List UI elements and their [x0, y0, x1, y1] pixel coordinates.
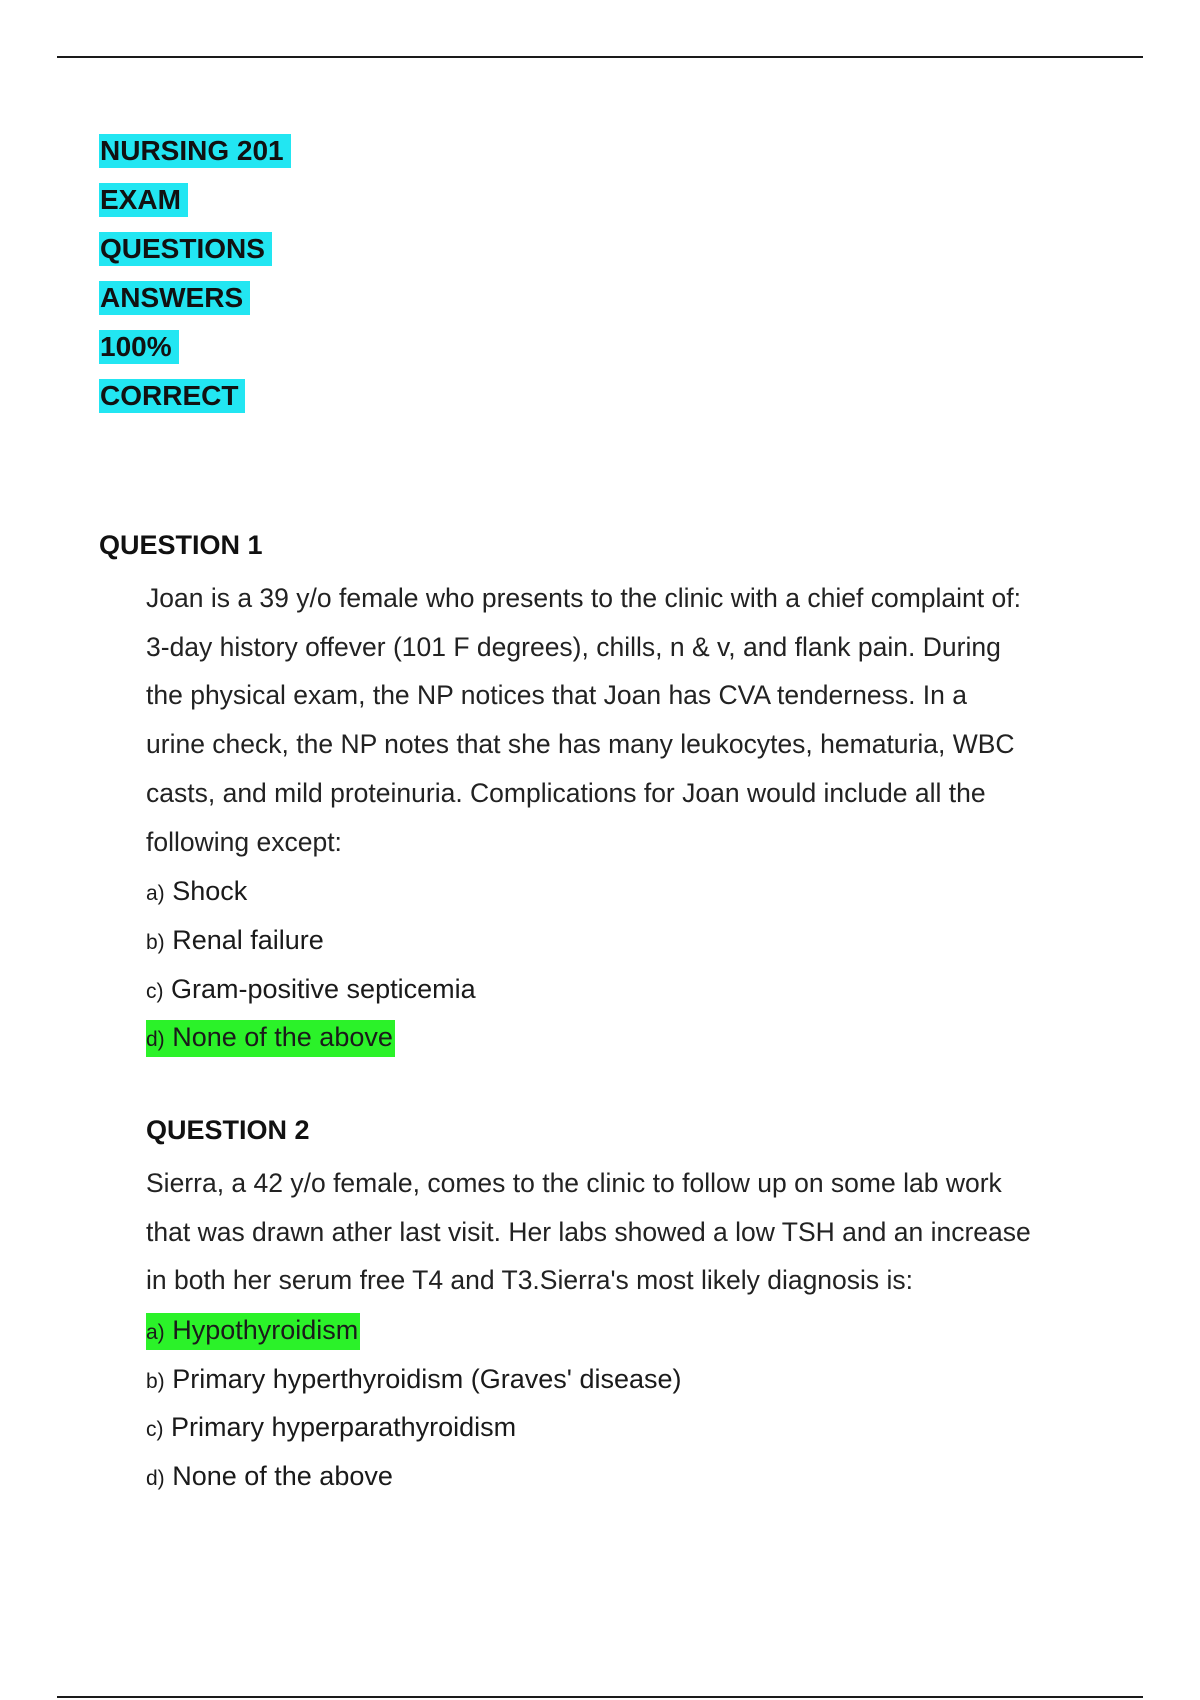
question-text — [146, 574, 1146, 866]
option-letter: a) — [146, 882, 165, 906]
answer-option — [146, 966, 1146, 1015]
option-letter: a) — [146, 1321, 165, 1345]
title-line: ANSWERS — [99, 281, 291, 330]
answer-option — [146, 1356, 1146, 1405]
answer-option — [146, 1453, 1146, 1502]
title-line: EXAM — [99, 183, 291, 232]
question-text-line: that was drawn ather last visit. Her labs showed a low TSH and an increase — [146, 1216, 1031, 1247]
answer-option — [146, 1404, 1146, 1453]
question-text-line: 3-day history offever (101 F degrees), chills, n & v, and flank pain. During — [146, 631, 1001, 662]
top-rule — [57, 56, 1143, 58]
title-line: NURSING 201 — [99, 134, 291, 183]
option-text: Shock — [172, 876, 248, 907]
title-line: CORRECT — [99, 379, 291, 428]
question-1 — [99, 528, 1146, 1063]
option-letter: c) — [146, 1418, 164, 1442]
title-line: 100% — [99, 330, 291, 379]
answer-option — [146, 868, 1146, 917]
option-text: Renal failure — [172, 924, 324, 955]
bottom-rule — [57, 1696, 1143, 1698]
option-text: Primary hyperthyroidism (Graves' disease) — [172, 1363, 682, 1394]
option-letter: c) — [146, 979, 164, 1003]
question-text — [146, 1159, 1146, 1305]
answer-option — [146, 917, 1146, 966]
answer-options — [146, 868, 1146, 1063]
option-letter: d) — [146, 1028, 165, 1052]
title-line: QUESTIONS — [99, 232, 291, 281]
question-heading: QUESTION 1 — [99, 530, 263, 560]
document-title — [99, 134, 291, 428]
option-text: None of the above — [172, 1022, 393, 1053]
question-text-line: following except: — [146, 826, 342, 857]
option-letter: b) — [146, 1369, 165, 1393]
question-text-line: casts, and mild proteinuria. Complications for Joan would include all the — [146, 777, 986, 808]
option-text: None of the above — [172, 1461, 393, 1492]
option-text: Primary hyperparathyroidism — [171, 1412, 517, 1443]
option-letter: b) — [146, 930, 165, 954]
option-letter: d) — [146, 1467, 165, 1491]
question-text-line: Sierra, a 42 y/o female, comes to the clinic to follow up on some lab work — [146, 1168, 1002, 1198]
answer-option-highlighted — [146, 1014, 1146, 1063]
question-text-line: the physical exam, the NP notices that Joan has CVA tenderness. In a — [146, 680, 967, 711]
question-text-line: Joan is a 39 y/o female who presents to the clinic with a chief complaint of: — [146, 583, 1021, 613]
option-text: Gram-positive septicemia — [171, 973, 476, 1004]
answer-option-highlighted — [146, 1307, 1146, 1356]
question-text-line: in both her serum free T4 and T3.Sierra's most likely diagnosis is: — [146, 1265, 914, 1296]
question-heading: QUESTION 2 — [146, 1115, 310, 1145]
question-text-line: urine check, the NP notes that she has many leukocytes, hematuria, WBC — [146, 729, 1015, 760]
question-2 — [146, 1113, 1146, 1502]
option-text: Hypothyroidism — [172, 1315, 359, 1346]
answer-options — [146, 1307, 1146, 1502]
